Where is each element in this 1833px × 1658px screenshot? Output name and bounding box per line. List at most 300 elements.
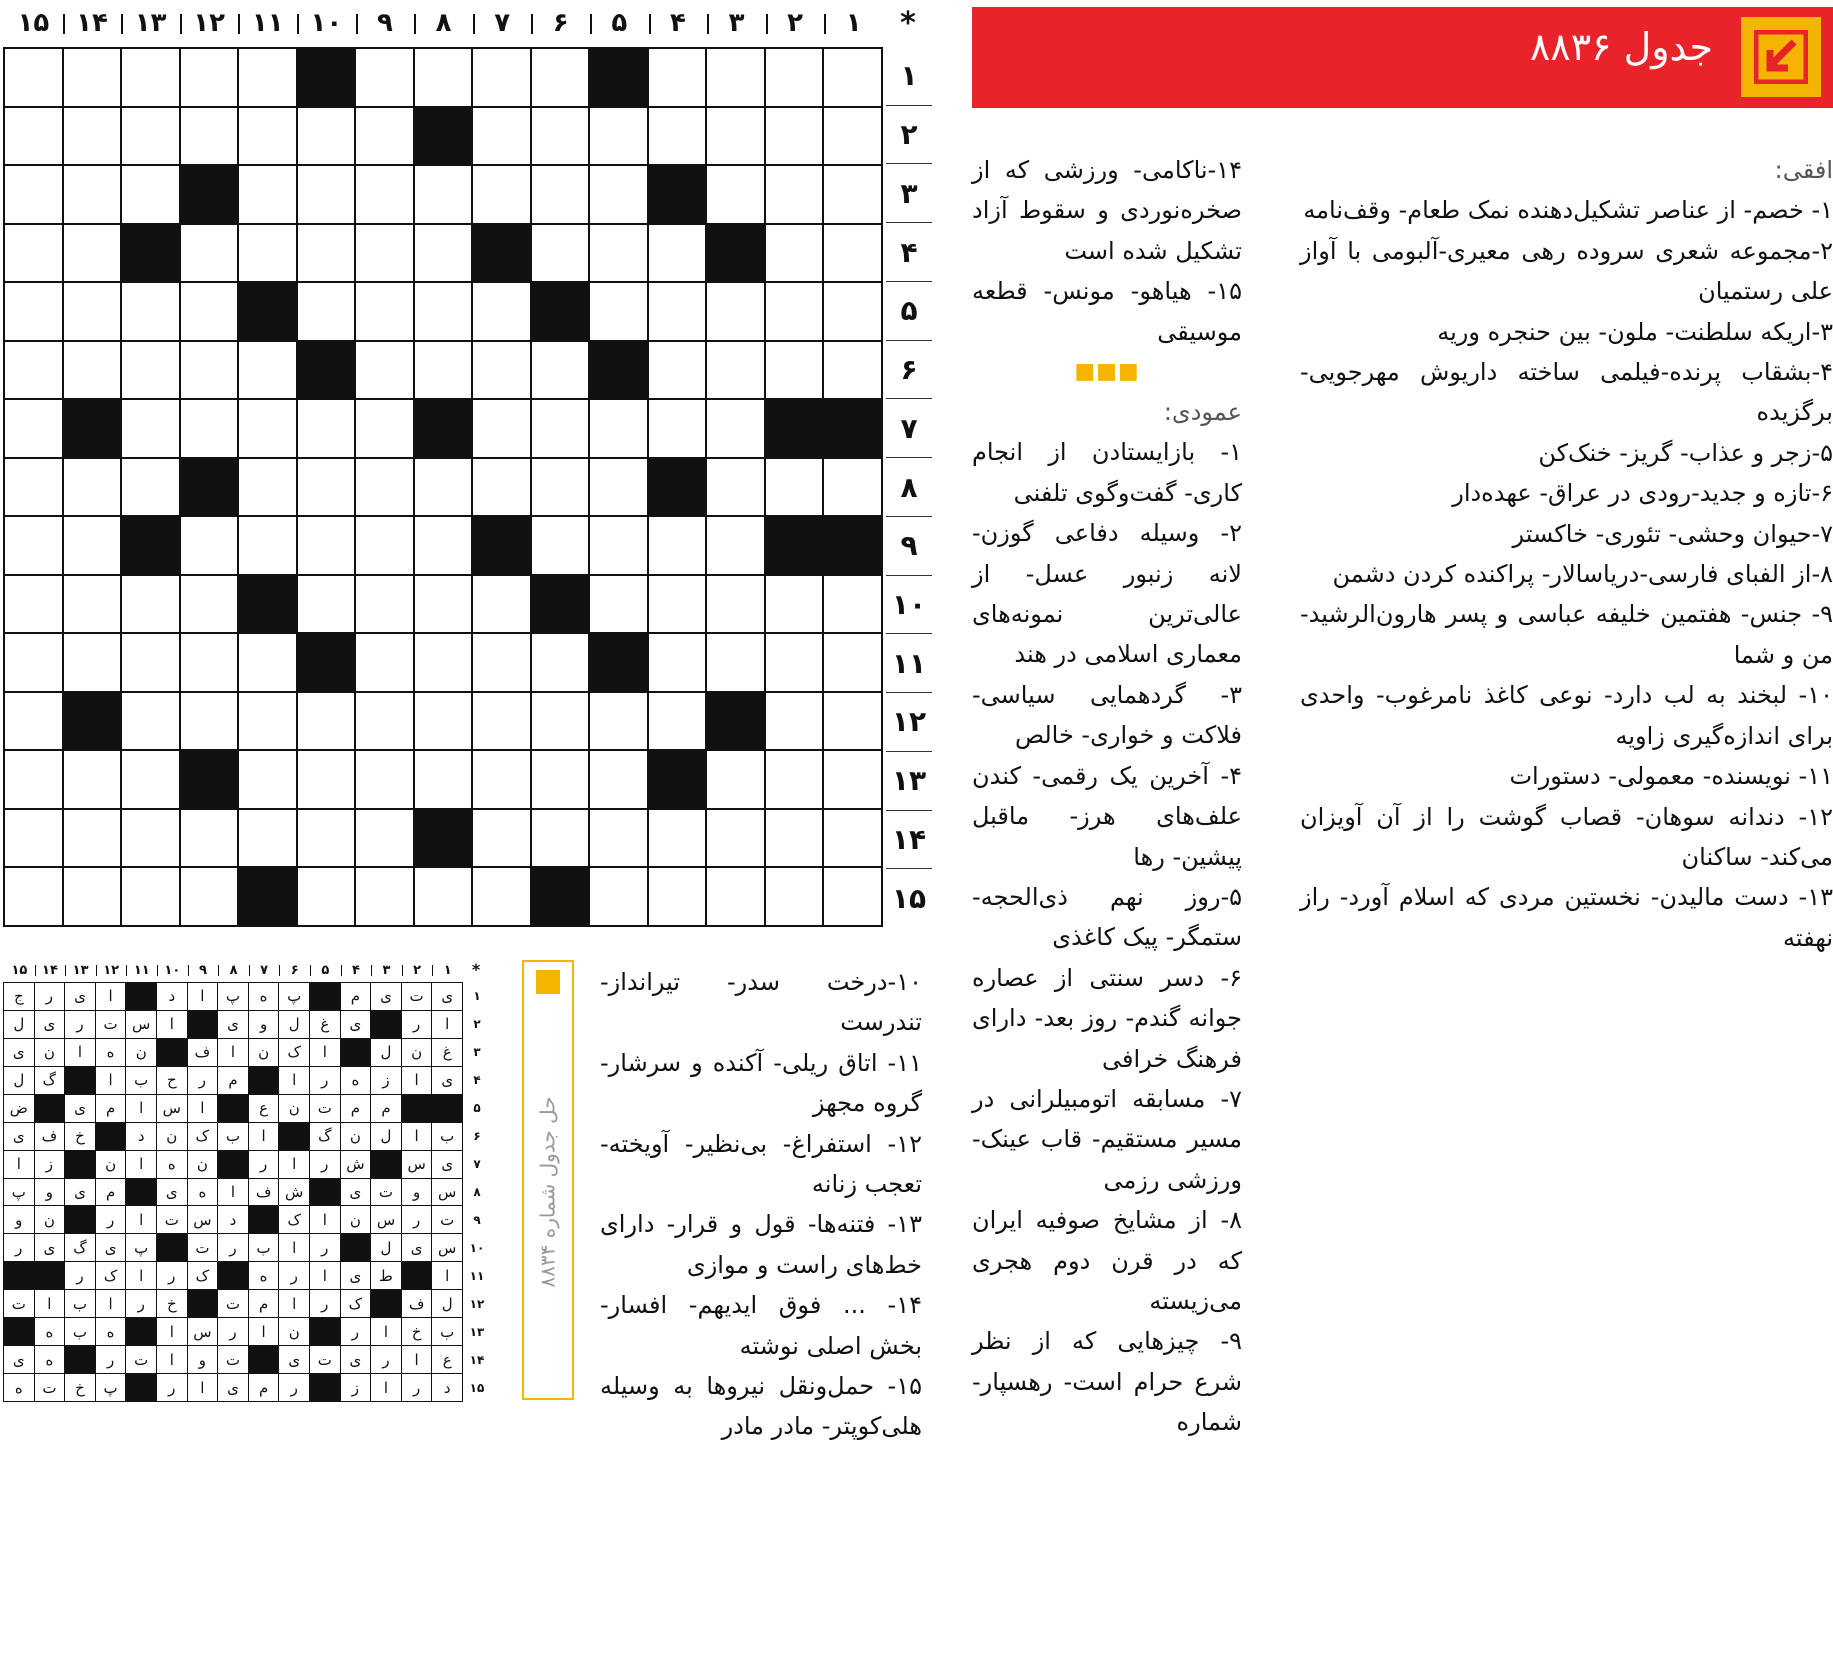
solution-letter-cell: غ [432, 1039, 462, 1066]
answer-cell[interactable] [590, 166, 647, 223]
answer-cell[interactable] [64, 166, 121, 223]
answer-cell[interactable] [473, 868, 530, 925]
answer-cell[interactable] [122, 49, 179, 106]
answer-cell[interactable] [824, 693, 881, 750]
answer-cell[interactable] [824, 49, 881, 106]
solution-column-number: ۱۴ [35, 960, 66, 980]
answer-cell[interactable] [766, 283, 823, 340]
answer-cell[interactable] [707, 751, 764, 808]
solution-black-cell [65, 1346, 95, 1373]
answer-cell[interactable] [649, 108, 706, 165]
answer-cell[interactable] [649, 810, 706, 867]
puzzle-corner-star: * [900, 5, 916, 41]
solution-letter-cell: ن [341, 1123, 371, 1150]
answer-cell[interactable] [415, 283, 472, 340]
answer-cell[interactable] [532, 810, 589, 867]
vertical-clue: ۱۳- فتنه‌ها- قول و قرار- دارای خط‌های راست و موازی [600, 1210, 922, 1279]
answer-cell[interactable] [64, 108, 121, 165]
answer-cell[interactable] [473, 400, 530, 457]
solution-black-cell [218, 1262, 248, 1289]
answer-cell[interactable] [415, 751, 472, 808]
clues-column-bottom [600, 962, 922, 1447]
answer-cell[interactable] [5, 166, 62, 223]
solution-letter-cell: ل [371, 1234, 401, 1261]
answer-cell[interactable] [824, 459, 881, 516]
vertical-clue: ۸- از مشایخ صوفیه ایران که در قرن دوم هجری می‌زیسته [972, 1206, 1242, 1315]
answer-cell[interactable] [239, 693, 296, 750]
answer-cell[interactable] [415, 634, 472, 691]
answer-cell[interactable] [122, 576, 179, 633]
solution-letter-cell: ت [96, 1011, 126, 1038]
answer-cell[interactable] [707, 810, 764, 867]
answer-cell[interactable] [532, 400, 589, 457]
solution-letter-cell: ش [279, 1179, 309, 1206]
answer-cell[interactable] [415, 693, 472, 750]
answer-cell[interactable] [824, 342, 881, 399]
answer-cell[interactable] [5, 634, 62, 691]
arrow-down-left-icon [536, 970, 560, 994]
answer-cell[interactable] [532, 342, 589, 399]
answer-cell[interactable] [707, 283, 764, 340]
solution-column-number: ۵ [310, 960, 341, 980]
answer-cell[interactable] [824, 634, 881, 691]
answer-cell[interactable] [5, 517, 62, 574]
solution-letter-cell: ر [279, 1374, 309, 1401]
black-cell [64, 693, 121, 750]
answer-cell[interactable] [473, 576, 530, 633]
solution-letter-cell: ت [402, 983, 432, 1010]
answer-cell[interactable] [298, 166, 355, 223]
horizontal-clue: ۱۵- هیاهو- مونس- قطعه موسیقی [972, 277, 1242, 346]
answer-cell[interactable] [122, 108, 179, 165]
solution-letter-cell: ن [126, 1039, 156, 1066]
solution-letter-cell: ل [4, 1011, 34, 1038]
answer-cell[interactable] [415, 517, 472, 574]
answer-cell[interactable] [766, 108, 823, 165]
answer-cell[interactable] [356, 693, 413, 750]
solution-letter-cell: ر [4, 1234, 34, 1261]
row-number: ۱۳ [886, 752, 932, 811]
answer-cell[interactable] [181, 634, 238, 691]
answer-cell[interactable] [356, 751, 413, 808]
answer-cell[interactable] [5, 576, 62, 633]
column-number: ۱۲ [180, 4, 239, 42]
answer-cell[interactable] [64, 49, 121, 106]
answer-cell[interactable] [356, 283, 413, 340]
answer-cell[interactable] [298, 810, 355, 867]
answer-cell[interactable] [707, 868, 764, 925]
answer-cell[interactable] [590, 459, 647, 516]
answer-cell[interactable] [64, 459, 121, 516]
row-number: ۷ [886, 399, 932, 458]
answer-cell[interactable] [356, 576, 413, 633]
answer-cell[interactable] [64, 576, 121, 633]
answer-cell[interactable] [532, 634, 589, 691]
solution-letter-cell: ا [188, 1095, 218, 1122]
answer-cell[interactable] [707, 49, 764, 106]
answer-cell[interactable] [707, 576, 764, 633]
row-number: ۳ [886, 164, 932, 223]
solution-letter-cell: و [188, 1346, 218, 1373]
solution-letter-cell: ک [96, 1262, 126, 1289]
vertical-clue: ۱۵- حمل‌ونقل نیروها به وسیله هلی‌کوپتر- مادر مادر [600, 1372, 922, 1441]
answer-cell[interactable] [298, 868, 355, 925]
answer-cell[interactable] [649, 342, 706, 399]
answer-cell[interactable] [766, 693, 823, 750]
answer-cell[interactable] [532, 166, 589, 223]
solution-letter-cell: و [402, 1179, 432, 1206]
solution-letter-cell: ی [65, 1095, 95, 1122]
solution-letter-cell: ر [402, 1374, 432, 1401]
solution-letter-cell: ا [249, 1123, 279, 1150]
answer-cell[interactable] [356, 166, 413, 223]
answer-cell[interactable] [298, 283, 355, 340]
answer-cell[interactable] [707, 517, 764, 574]
answer-cell[interactable] [766, 459, 823, 516]
solution-letter-cell: ب [432, 1318, 462, 1345]
answer-cell[interactable] [649, 634, 706, 691]
solution-letter-cell: ا [218, 1039, 248, 1066]
vertical-clue: ۱۰-درخت سدر- تیرانداز- تندرست [600, 968, 922, 1037]
answer-cell[interactable] [239, 400, 296, 457]
answer-cell[interactable] [415, 225, 472, 282]
answer-cell[interactable] [356, 810, 413, 867]
answer-cell[interactable] [532, 693, 589, 750]
answer-cell[interactable] [532, 459, 589, 516]
answer-cell[interactable] [356, 108, 413, 165]
solution-row-numbers [464, 982, 490, 1402]
answer-cell[interactable] [473, 283, 530, 340]
answer-cell[interactable] [239, 517, 296, 574]
answer-cell[interactable] [239, 342, 296, 399]
answer-cell[interactable] [356, 49, 413, 106]
answer-cell[interactable] [473, 459, 530, 516]
solution-black-cell [371, 1290, 401, 1317]
answer-cell[interactable] [824, 868, 881, 925]
answer-cell[interactable] [824, 108, 881, 165]
solution-letter-cell: ت [310, 1095, 340, 1122]
answer-cell[interactable] [181, 49, 238, 106]
answer-cell[interactable] [766, 225, 823, 282]
answer-cell[interactable] [766, 166, 823, 223]
row-number: ۸ [886, 458, 932, 517]
answer-cell[interactable] [181, 868, 238, 925]
solution-letter-cell: خ [157, 1290, 187, 1317]
solution-letter-cell: ا [432, 1262, 462, 1289]
answer-cell[interactable] [298, 459, 355, 516]
answer-cell[interactable] [356, 225, 413, 282]
answer-cell[interactable] [649, 868, 706, 925]
answer-cell[interactable] [5, 49, 62, 106]
answer-cell[interactable] [298, 400, 355, 457]
answer-cell[interactable] [824, 810, 881, 867]
answer-cell[interactable] [122, 634, 179, 691]
answer-cell[interactable] [356, 517, 413, 574]
solution-row-number: ۱۰ [469, 1241, 485, 1255]
answer-cell[interactable] [64, 517, 121, 574]
answer-cell[interactable] [824, 751, 881, 808]
solution-black-cell [249, 1346, 279, 1373]
solution-row-number: ۱۲ [469, 1297, 485, 1311]
answer-cell[interactable] [122, 166, 179, 223]
answer-cell[interactable] [122, 400, 179, 457]
answer-cell[interactable] [473, 49, 530, 106]
solution-letter-cell: ا [279, 1067, 309, 1094]
solution-letter-cell: پ [96, 1374, 126, 1401]
answer-cell[interactable] [122, 342, 179, 399]
answer-cell[interactable] [766, 634, 823, 691]
answer-cell[interactable] [707, 342, 764, 399]
answer-cell[interactable] [707, 166, 764, 223]
solution-letter-cell: س [157, 1095, 187, 1122]
answer-cell[interactable] [356, 634, 413, 691]
answer-cell[interactable] [649, 400, 706, 457]
answer-cell[interactable] [824, 225, 881, 282]
black-cell [298, 342, 355, 399]
horizontal-clue: ۵-زجر و عذاب- گریز- خنک‌کن [1538, 438, 1833, 467]
answer-cell[interactable] [298, 517, 355, 574]
answer-cell[interactable] [64, 810, 121, 867]
solution-letter-cell: ی [4, 1346, 34, 1373]
answer-cell[interactable] [239, 634, 296, 691]
answer-cell[interactable] [298, 108, 355, 165]
row-number: ۱۱ [886, 634, 932, 693]
answer-cell[interactable] [590, 283, 647, 340]
answer-cell[interactable] [181, 108, 238, 165]
solution-black-cell [65, 1067, 95, 1094]
solution-black-cell [341, 1234, 371, 1261]
solution-letter-cell: ی [218, 1374, 248, 1401]
answer-cell[interactable] [824, 283, 881, 340]
solution-letter-cell: ک [279, 1206, 309, 1233]
solution-title-wrap [528, 1002, 568, 1382]
solution-letter-cell: ر [310, 1067, 340, 1094]
answer-cell[interactable] [5, 342, 62, 399]
answer-cell[interactable] [64, 751, 121, 808]
answer-cell[interactable] [473, 810, 530, 867]
solution-letter-cell: د [432, 1374, 462, 1401]
answer-cell[interactable] [181, 576, 238, 633]
answer-cell[interactable] [239, 225, 296, 282]
solution-letter-cell: ی [432, 1067, 462, 1094]
solution-letter-cell: ل [432, 1290, 462, 1317]
solution-black-cell [65, 1206, 95, 1233]
answer-cell[interactable] [824, 166, 881, 223]
answer-cell[interactable] [181, 400, 238, 457]
solution-letter-cell: ا [188, 983, 218, 1010]
answer-cell[interactable] [707, 400, 764, 457]
answer-cell[interactable] [5, 693, 62, 750]
black-cell [766, 517, 823, 574]
answer-cell[interactable] [122, 693, 179, 750]
solution-column-number: ۲ [402, 960, 433, 980]
answer-cell[interactable] [766, 868, 823, 925]
answer-cell[interactable] [532, 49, 589, 106]
answer-cell[interactable] [5, 868, 62, 925]
answer-cell[interactable] [590, 108, 647, 165]
answer-cell[interactable] [239, 108, 296, 165]
answer-cell[interactable] [473, 166, 530, 223]
solution-letter-cell: ر [371, 1346, 401, 1373]
answer-cell[interactable] [181, 810, 238, 867]
answer-cell[interactable] [298, 693, 355, 750]
answer-cell[interactable] [5, 283, 62, 340]
answer-cell[interactable] [590, 576, 647, 633]
answer-cell[interactable] [298, 576, 355, 633]
answer-cell[interactable] [707, 459, 764, 516]
answer-cell[interactable] [766, 751, 823, 808]
answer-cell[interactable] [766, 49, 823, 106]
answer-cell[interactable] [649, 225, 706, 282]
answer-cell[interactable] [5, 459, 62, 516]
answer-cell[interactable] [473, 108, 530, 165]
black-cell [298, 634, 355, 691]
answer-cell[interactable] [5, 400, 62, 457]
answer-cell[interactable] [590, 751, 647, 808]
answer-cell[interactable] [532, 225, 589, 282]
answer-cell[interactable] [824, 576, 881, 633]
solution-letter-cell: ر [65, 1262, 95, 1289]
answer-cell[interactable] [181, 517, 238, 574]
answer-cell[interactable] [356, 868, 413, 925]
solution-letter-cell: ف [402, 1290, 432, 1317]
solution-letter-cell: ک [188, 1262, 218, 1289]
answer-cell[interactable] [64, 342, 121, 399]
answer-cell[interactable] [5, 751, 62, 808]
answer-cell[interactable] [356, 459, 413, 516]
answer-cell[interactable] [473, 751, 530, 808]
solution-letter-cell: ن [35, 1039, 65, 1066]
black-cell [64, 400, 121, 457]
black-cell [239, 576, 296, 633]
answer-cell[interactable] [532, 517, 589, 574]
vertical-clue: ۱- بازایستادن از انجام کاری- گفت‌وگوی تلفنی [972, 438, 1242, 507]
answer-cell[interactable] [5, 225, 62, 282]
answer-cell[interactable] [590, 868, 647, 925]
solution-letter-cell: و [35, 1179, 65, 1206]
answer-cell[interactable] [590, 225, 647, 282]
puzzle-column-numbers [3, 4, 883, 42]
horizontal-clue: ۱۳- دست مالیدن- نخستین مردی که اسلام آورد- راز نهفته [1300, 883, 1833, 952]
answer-cell[interactable] [415, 49, 472, 106]
column-number: ۶ [531, 4, 590, 42]
answer-cell[interactable] [590, 693, 647, 750]
answer-cell[interactable] [649, 283, 706, 340]
answer-cell[interactable] [473, 693, 530, 750]
horizontal-clue: ۳-اریکه سلطنت- ملون- بین حنجره وریه [1437, 317, 1833, 346]
answer-cell[interactable] [473, 634, 530, 691]
answer-cell[interactable] [181, 342, 238, 399]
solution-letter-cell: ی [402, 1234, 432, 1261]
solution-black-cell [35, 1095, 65, 1122]
solution-letter-cell: ک [188, 1123, 218, 1150]
solution-letter-cell: ر [218, 1318, 248, 1345]
answer-cell[interactable] [532, 108, 589, 165]
answer-cell[interactable] [415, 166, 472, 223]
black-cell [473, 225, 530, 282]
answer-cell[interactable] [122, 868, 179, 925]
answer-cell[interactable] [415, 868, 472, 925]
vertical-clue: ۱۲- استفراغ- بی‌نظیر- آویخته- تعجب زنانه [600, 1129, 922, 1199]
answer-cell[interactable] [122, 751, 179, 808]
black-cell [415, 810, 472, 867]
crossword-grid[interactable] [3, 47, 883, 927]
answer-cell[interactable] [181, 283, 238, 340]
answer-cell[interactable] [590, 517, 647, 574]
answer-cell[interactable] [415, 459, 472, 516]
answer-cell[interactable] [473, 342, 530, 399]
answer-cell[interactable] [122, 459, 179, 516]
answer-cell[interactable] [298, 225, 355, 282]
answer-cell[interactable] [64, 225, 121, 282]
answer-cell[interactable] [181, 225, 238, 282]
answer-cell[interactable] [239, 810, 296, 867]
answer-cell[interactable] [649, 517, 706, 574]
answer-cell[interactable] [649, 49, 706, 106]
answer-cell[interactable] [707, 108, 764, 165]
answer-cell[interactable] [415, 576, 472, 633]
solution-letter-cell: ن [279, 1095, 309, 1122]
solution-black-cell [157, 1039, 187, 1066]
answer-cell[interactable] [415, 342, 472, 399]
solution-letter-cell: ب [249, 1234, 279, 1261]
answer-cell[interactable] [122, 283, 179, 340]
answer-cell[interactable] [181, 693, 238, 750]
answer-cell[interactable] [298, 751, 355, 808]
solution-letter-cell: ب [65, 1318, 95, 1345]
solution-letter-cell: ف [35, 1123, 65, 1150]
horizontal-clue: ۷-حیوان وحشی- تئوری- خاکستر [1512, 519, 1833, 548]
solution-black-cell [310, 1374, 340, 1401]
answer-cell[interactable] [64, 634, 121, 691]
answer-cell[interactable] [122, 810, 179, 867]
answer-cell[interactable] [766, 342, 823, 399]
answer-cell[interactable] [590, 810, 647, 867]
answer-cell[interactable] [766, 576, 823, 633]
answer-cell[interactable] [239, 459, 296, 516]
answer-cell[interactable] [239, 49, 296, 106]
horizontal-clue: ۱۴-ناکامی- ورزشی که از صخره‌نوردی و سقوط آزاد تشکیل شده است [972, 156, 1242, 265]
solution-column-number: ۱۱ [126, 960, 157, 980]
column-number: ۷ [473, 4, 532, 42]
solution-letter-cell: ر [310, 1234, 340, 1261]
answer-cell[interactable] [766, 810, 823, 867]
answer-cell[interactable] [649, 576, 706, 633]
answer-cell[interactable] [5, 810, 62, 867]
row-number: ۱۲ [886, 693, 932, 752]
answer-cell[interactable] [707, 634, 764, 691]
answer-cell[interactable] [239, 751, 296, 808]
solution-letter-cell: م [371, 1095, 401, 1122]
answer-cell[interactable] [64, 868, 121, 925]
solution-row-number: ۲ [473, 1017, 481, 1031]
solution-letter-cell: ل [371, 1123, 401, 1150]
solution-letter-cell: ن [249, 1039, 279, 1066]
answer-cell[interactable] [590, 400, 647, 457]
puzzle-row-numbers [886, 47, 932, 927]
solution-row-number: ۸ [473, 1185, 481, 1199]
answer-cell[interactable] [649, 693, 706, 750]
answer-cell[interactable] [356, 342, 413, 399]
solution-letter-cell: ا [279, 1234, 309, 1261]
answer-cell[interactable] [356, 400, 413, 457]
answer-cell[interactable] [5, 108, 62, 165]
answer-cell[interactable] [532, 751, 589, 808]
solution-letter-cell: ه [341, 1067, 371, 1094]
row-number: ۱۴ [886, 811, 932, 870]
answer-cell[interactable] [64, 283, 121, 340]
answer-cell[interactable] [239, 166, 296, 223]
